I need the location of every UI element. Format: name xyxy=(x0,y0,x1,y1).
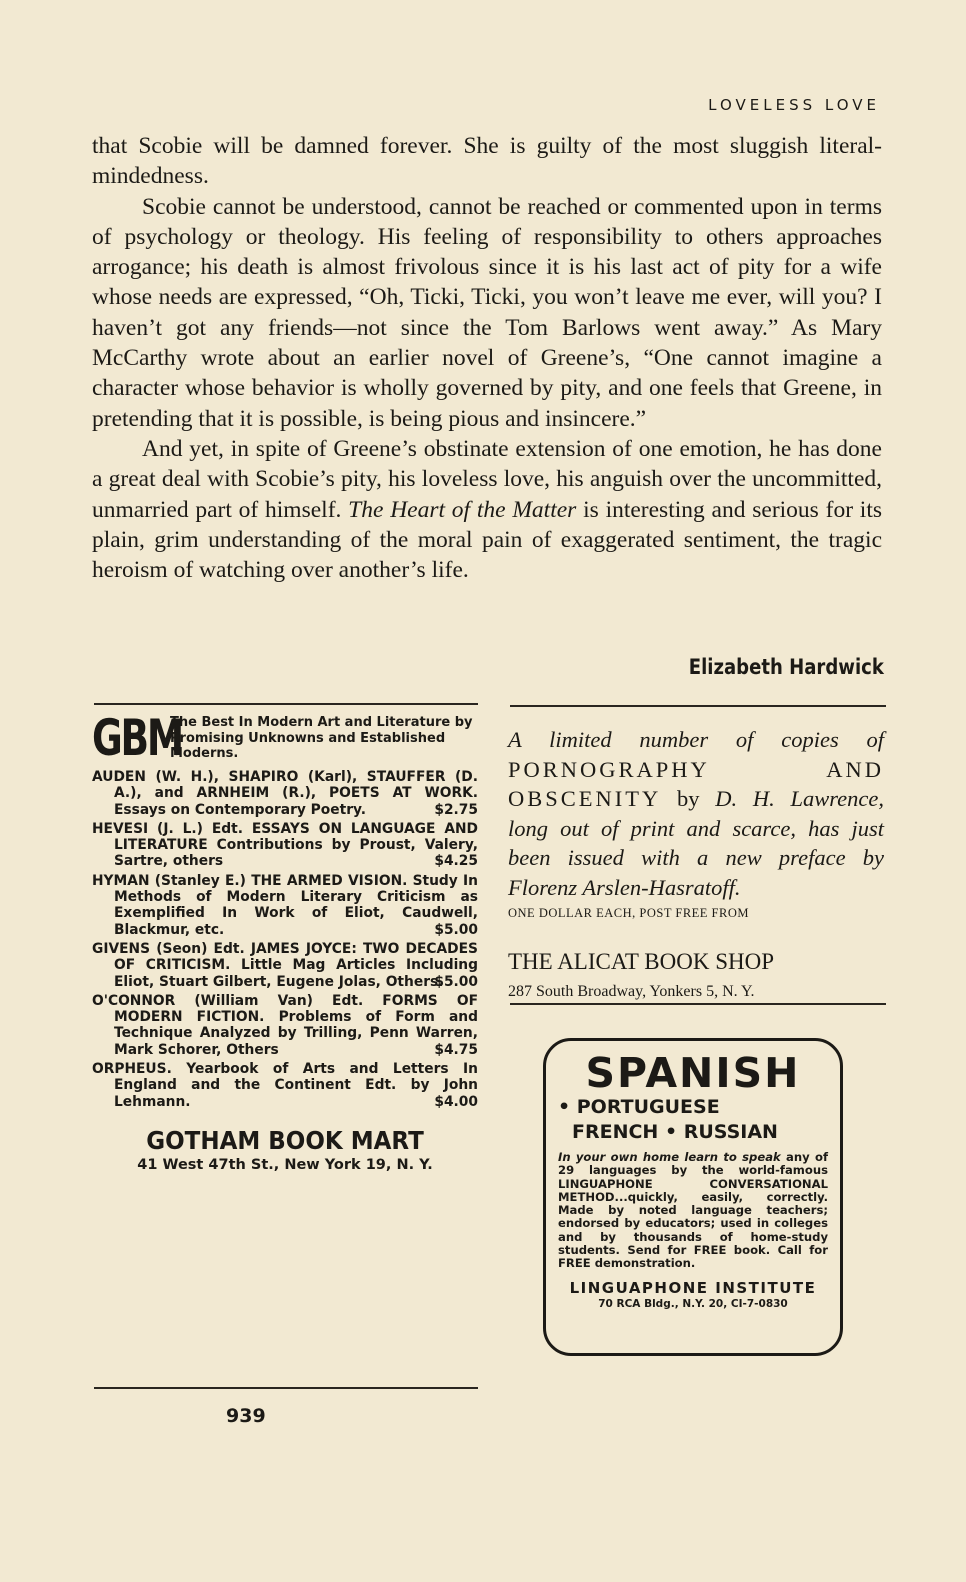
alicat-book-shop-ad xyxy=(508,725,884,1001)
book-price: $4.25 xyxy=(434,853,478,870)
alicat-announcement xyxy=(508,725,884,902)
book-listing xyxy=(92,821,478,870)
alicat-rest: long out of print and scarce, has just been issued with a new preface by Florenz Arslen-Hasratoff. xyxy=(508,815,884,900)
page-number: 939 xyxy=(226,1405,266,1427)
paragraph xyxy=(92,434,882,585)
book-price: $4.75 xyxy=(434,1041,478,1058)
gbm-tagline: The Best In Modern Art and Literature by Promising Unknowns and Established Moderns. xyxy=(170,715,473,761)
alicat-lead: A limited number of copies of xyxy=(508,727,884,752)
paragraph: that Scobie will be damned forever. She is guilty of the most sluggish literal-mindedness. xyxy=(92,133,882,190)
book-price: $2.75 xyxy=(434,801,478,818)
book-listing xyxy=(92,941,478,990)
linguaphone-ad xyxy=(543,1038,843,1356)
running-head: LOVELESS LOVE xyxy=(708,96,880,114)
book-description: O'CONNOR (William Van) Edt. FORMS OF MODERN FICTION. Problems of Form and Technique Analyzed by Trilling, Penn Warren, Mark Schorer, Others xyxy=(92,992,478,1058)
book-description: GIVENS (Seon) Edt. JAMES JOYCE: TWO DECADES OF CRITICISM. Little Mag Articles Including Eliot, Stuart Gilbert, Eugene Jolas, Others. xyxy=(92,940,478,990)
ling-spanish-heading: SPANISH xyxy=(585,1049,801,1097)
alicat-by: by xyxy=(661,786,716,811)
ling-language-line: • PORTUGUESE xyxy=(558,1096,720,1118)
alicat-price-note: ONE DOLLAR EACH, POST FREE FROM xyxy=(508,906,749,920)
alicat-title: PORNOGRAPHY AND OBSCENITY xyxy=(508,756,884,811)
gbm-logo: GBM xyxy=(92,709,182,767)
divider xyxy=(510,705,886,707)
alicat-shop-name: THE ALICAT BOOK SHOP xyxy=(508,949,775,974)
gotham-book-mart-ad xyxy=(92,709,478,1173)
book-listing xyxy=(92,873,478,938)
gbm-address: 41 West 47th St., New York 19, N. Y. xyxy=(137,1156,433,1173)
paragraph-text: And yet, in spite of Greene’s obstinate extension of one emotion, he has done a great deal with Scobie’s pity, his loveless love, his anguish over the uncommitted, unmarried part of himself. xyxy=(92,435,882,523)
article-body xyxy=(92,131,882,585)
paragraph-text: is interesting and serious for its plain, grim understanding of the moral pain of exaggerated sentiment, the tragic heroism of watching over another’s life. xyxy=(92,496,882,584)
book-price: $4.00 xyxy=(434,1093,478,1110)
book-list xyxy=(92,769,478,1110)
book-description: AUDEN (W. H.), SHAPIRO (Karl), STAUFFER (D. A.), and ARNHEIM (R.), POETS AT WORK. Essays on Contemporary Poetry. xyxy=(92,769,478,818)
alicat-address: 287 South Broadway, Yonkers 5, N. Y. xyxy=(508,983,755,1000)
book-listing xyxy=(92,769,478,818)
book-price: $5.00 xyxy=(434,921,478,938)
ling-language-line: FRENCH • RUSSIAN xyxy=(572,1121,778,1143)
book-description: HYMAN (Stanley E.) THE ARMED VISION. Study In Methods of Modern Literary Criticism as Exemplified In Work of Eliot, Caudwell, Blackmur, etc. xyxy=(92,872,478,938)
alicat-author: D. H. Lawrence, xyxy=(715,786,885,811)
ling-body-text: any of 29 languages by the world-famous LINGUAPHONE CONVERSATIONAL METHOD...quickly, easily, correctly. Made by noted language teachers; endorsed by educators; used in colleges and by thousands of home-study students. Send for FREE book. Call for FREE demonstration. xyxy=(558,1150,829,1271)
divider xyxy=(510,1003,886,1005)
ling-body-lead: In your own home learn to speak xyxy=(558,1150,781,1164)
ling-body xyxy=(558,1151,828,1271)
gbm-header xyxy=(92,709,478,767)
book-listing xyxy=(92,993,478,1058)
gbm-shop-name: GOTHAM BOOK MART xyxy=(146,1125,424,1155)
book-price: $5.00 xyxy=(434,973,478,990)
ling-institute: LINGUAPHONE INSTITUTE xyxy=(569,1278,817,1297)
book-title: The Heart of the Matter xyxy=(348,496,577,523)
divider xyxy=(94,1387,478,1389)
author-signature: Elizabeth Hardwick xyxy=(688,655,884,679)
ling-address: 70 RCA Bldg., N.Y. 20, CI-7-0830 xyxy=(598,1297,788,1310)
book-description: HEVESI (J. L.) Edt. ESSAYS ON LANGUAGE AND LITERATURE Contributions by Proust, Valery, Sartre, others xyxy=(92,820,478,870)
divider xyxy=(94,703,478,705)
book-description: ORPHEUS. Yearbook of Arts and Letters In England and the Continent Edt. by John Lehmann. xyxy=(92,1061,478,1110)
paragraph: Scobie cannot be understood, cannot be reached or commented upon in terms of psychology or theology. His feeling of responsibility to others approaches arrogance; his death is almost frivolous since it is his last act of pity for a wife whose needs are expressed, “Oh, Ticki, Ticki, you won’t leave me ever, will you? I haven’t got any friends—not since the Tom Barlows went away.” As Mary McCarthy wrote about an earlier novel of Greene’s, “One cannot imagine a character whose behavior is wholly governed by pity, and one feels that Greene, in pretending that it is possible, is being pious and insincere.” xyxy=(92,193,882,432)
ling-languages xyxy=(558,1095,828,1145)
book-listing xyxy=(92,1061,478,1110)
